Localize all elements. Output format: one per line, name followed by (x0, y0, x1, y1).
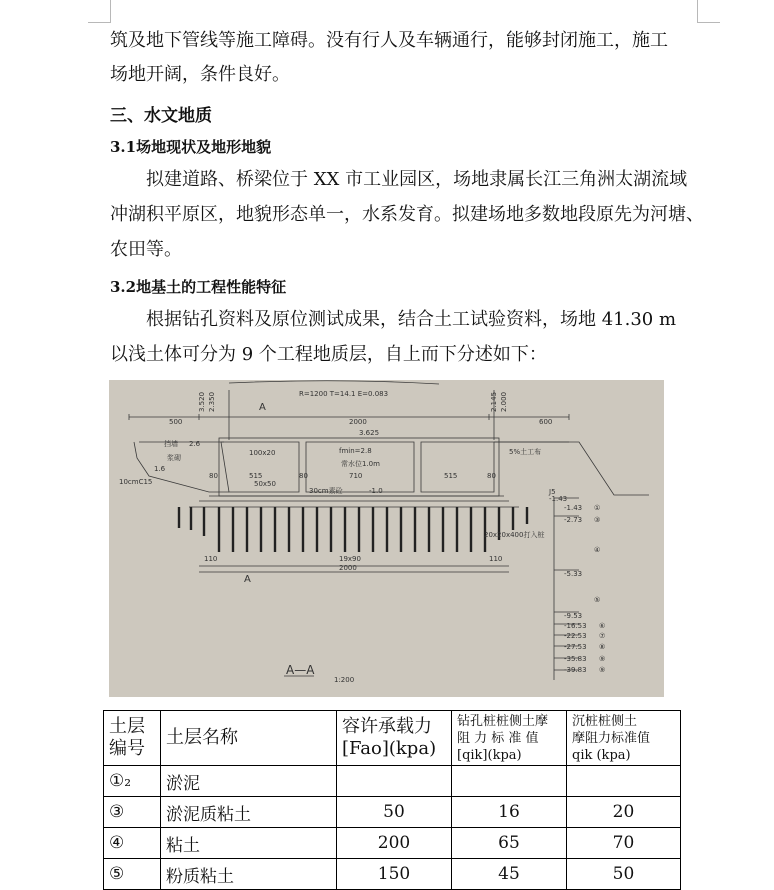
cell-name: 粉质粘土 (161, 859, 337, 890)
note-label: 浆砌 (167, 454, 181, 462)
layer-mark: ① (594, 504, 601, 512)
header-fao (337, 711, 452, 766)
cell-fao: 150 (337, 859, 452, 890)
section-title: A—A (286, 663, 315, 677)
table-row (104, 766, 681, 797)
body-line: 拟建道路、桥梁位于 XX 市工业园区，场地隶属长江三角洲太湖流域 (146, 169, 688, 190)
cell-num: ③ (104, 797, 161, 828)
subsection-title-3-2: 3.2地基土的工程性能特征 (110, 278, 287, 296)
layer-elevation: -22.53 (564, 632, 587, 640)
table-row (104, 797, 681, 828)
section-mark: A (244, 574, 251, 585)
cell-bore (452, 766, 567, 797)
layer-elevation: -1.43 (564, 504, 583, 512)
header-num-line: 土层 (109, 716, 145, 737)
body-line: 冲湖积平原区，地貌形态单一，水系发育。拟建场地多数地段原先为河塘、 (110, 204, 704, 225)
header-sink (567, 711, 681, 766)
header-bore-line: [qik](kpa) (457, 747, 522, 763)
note-label: 100x20 (249, 449, 276, 457)
cell-bore: 45 (452, 859, 567, 890)
layer-mark: ⑤ (594, 596, 601, 604)
layer-mark: ⑧ (599, 643, 606, 651)
layer-mark: ⑨ (599, 655, 606, 663)
body-line: 筑及地下管线等施工障碍。没有行人及车辆通行，能够封闭施工，施工 (110, 30, 668, 51)
table-row (104, 859, 681, 890)
layer-elevation: -9.53 (564, 612, 583, 620)
note-label: 2.6 (189, 440, 201, 448)
cell-sink (567, 766, 681, 797)
dim-label: 19x90 (339, 555, 361, 563)
note-label: 常水位1.0m (341, 460, 380, 468)
note-label: 1.6 (154, 465, 166, 473)
dim-label: 515 (249, 472, 263, 480)
dim-label: 2000 (349, 418, 367, 426)
layer-elevation: -35.83 (564, 655, 587, 663)
dim-label: 80 (299, 472, 308, 480)
body-line: 根据钻孔资料及原位测试成果，结合土工试验资料，场地 41.30 m (146, 309, 677, 330)
subsection-title-3-1: 3.1场地现状及地形地貌 (110, 138, 272, 156)
note-label: 挡墙 (164, 440, 178, 448)
dim-label: 710 (349, 472, 363, 480)
section-title: 三、水文地质 (110, 106, 212, 126)
layer-mark: ⑥ (599, 622, 606, 630)
elevation-label: -1.0 (369, 487, 383, 495)
dim-vertical: 3.520 (198, 391, 206, 412)
layer-mark: ④ (594, 546, 601, 554)
note-label: 10cmC15 (119, 478, 153, 486)
elevation-label: 3.625 (359, 429, 380, 437)
scale-label: 1:200 (334, 676, 355, 684)
dim-vertical: 2.350 (208, 391, 216, 412)
header-sink-line: 摩阻力标准值 (572, 730, 651, 746)
cell-sink: 20 (567, 797, 681, 828)
dim-label: 80 (209, 472, 218, 480)
header-bore (452, 711, 567, 766)
layer-mark: ⑦ (599, 632, 606, 640)
note-label: fmin=2.8 (339, 447, 372, 455)
cell-name: 淤泥质粘土 (161, 797, 337, 828)
curve-text: R=1200 T=14.1 E=0.083 (299, 390, 389, 398)
bridge-section-drawing (109, 380, 664, 697)
cell-name: 粘土 (161, 828, 337, 859)
layer-mark: ⑨ (599, 666, 606, 674)
body-line: 场地开阔，条件良好。 (110, 64, 290, 85)
header-num-line: 编号 (109, 738, 145, 759)
layer-elevation: -16.53 (564, 622, 587, 630)
dim-label: 110 (489, 555, 503, 563)
table-row (104, 828, 681, 859)
layer-elevation: -5.33 (564, 570, 583, 578)
cell-num: ④ (104, 828, 161, 859)
soil-properties-table (103, 710, 681, 890)
note-label: 30cm素砼 (309, 487, 343, 495)
header-bore-line: 阻 力 标 准 值 (457, 730, 539, 746)
cell-name: 淤泥 (161, 766, 337, 797)
dim-vertical: 2.145 (490, 391, 498, 412)
note-label: 50x50 (254, 480, 276, 488)
cell-fao (337, 766, 452, 797)
note-label: 5%土工布 (509, 448, 542, 456)
layer-elevation: -39.83 (564, 666, 587, 674)
body-line: 以浅土体可分为 9 个工程地质层，自上而下分述如下： (110, 344, 547, 365)
cell-num: ⑤ (104, 859, 161, 890)
dim-label: 110 (204, 555, 218, 563)
header-num (104, 711, 161, 766)
cell-fao: 50 (337, 797, 452, 828)
header-sink-line: 沉桩桩侧土 (572, 713, 638, 729)
header-bore-line: 钻孔桩桩侧土摩 (457, 713, 549, 729)
elevation-label: -1.43 (549, 495, 568, 503)
header-fao-line: 容许承载力 (342, 716, 432, 737)
dim-label: 80 (487, 472, 496, 480)
layer-elevation: -27.53 (564, 643, 587, 651)
dim-vertical: 2.000 (500, 391, 508, 412)
dim-label: 500 (169, 418, 183, 426)
dim-label: 600 (539, 418, 553, 426)
cell-sink: 50 (567, 859, 681, 890)
header-sink-line: qik (kpa) (572, 747, 631, 763)
header-fao-line: [Fao](kpa) (342, 738, 437, 759)
page-corner-mark-right (697, 0, 720, 23)
body-line: 农田等。 (110, 239, 182, 260)
dim-label: 515 (444, 472, 458, 480)
cell-sink: 70 (567, 828, 681, 859)
note-label: 20x20x400打入桩 (484, 531, 545, 539)
cell-num: ①₂ (104, 766, 161, 797)
page-corner-mark-left (88, 0, 111, 23)
cell-fao: 200 (337, 828, 452, 859)
layer-elevation: -2.73 (564, 516, 583, 524)
dim-label: 2000 (339, 564, 357, 572)
layer-mark: ③ (594, 516, 601, 524)
section-mark: A (259, 402, 266, 413)
table-header-row (104, 711, 681, 766)
cell-bore: 65 (452, 828, 567, 859)
header-name: 土层名称 (161, 711, 337, 766)
note-label: J5 (549, 488, 556, 496)
cell-bore: 16 (452, 797, 567, 828)
